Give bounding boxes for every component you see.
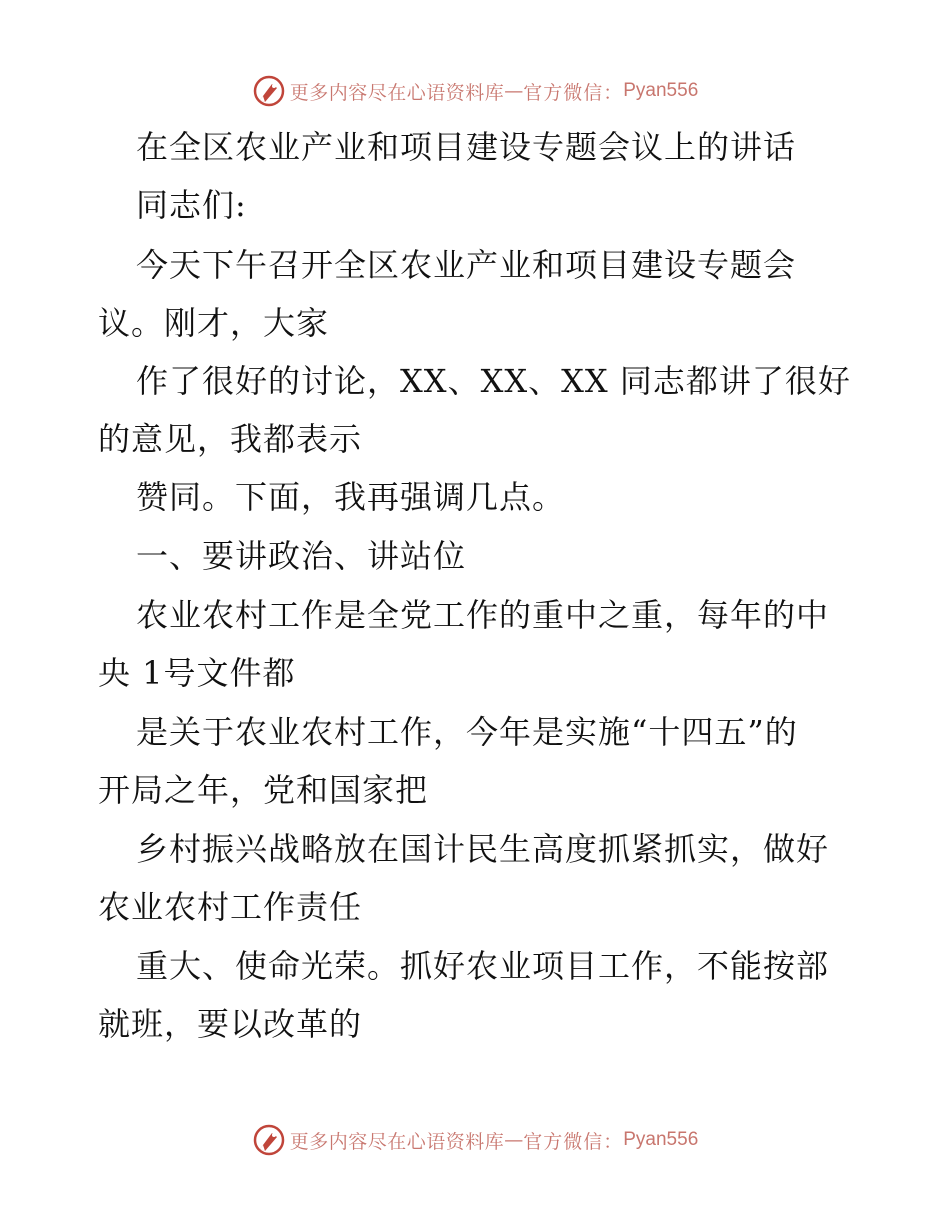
- banner-wechat-id: Pyan556: [623, 1129, 699, 1150]
- paragraph-line: 是关于农业农村工作，今年是实施“十四五”的: [136, 713, 798, 751]
- paragraph-line: 作了很好的讨论，XX、XX、XX 同志都讲了很好: [136, 362, 851, 400]
- salutation: 同志们:: [136, 186, 247, 224]
- paragraph-line: 赞同。下面，我再强调几点。: [136, 478, 566, 516]
- header-banner: [0, 71, 950, 111]
- paragraph-line: 议。刚才，大家: [98, 304, 330, 342]
- banner-separator: —: [504, 1129, 524, 1151]
- paragraph-line: 农业农村工作是全党工作的重中之重，每年的中: [136, 596, 830, 634]
- footer-banner: [0, 1120, 950, 1160]
- paragraph-line: 开局之年，党和国家把: [98, 771, 429, 809]
- banner-wechat-label: 官方微信：: [523, 1130, 624, 1153]
- banner-text: 更多内容尽在心语资料库: [289, 81, 505, 104]
- section-heading: 一、要讲政治、讲站位: [136, 537, 467, 575]
- paragraph-line: 今天下午召开全区农业产业和项目建设专题会: [136, 246, 797, 284]
- pen-logo-icon: [252, 74, 286, 108]
- paragraph-line: 乡村振兴战略放在国计民生高度抓紧抓实，做好: [136, 830, 830, 868]
- pen-logo-icon: [252, 1123, 286, 1157]
- paragraph-line: 重大、使命光荣。抓好农业项目工作，不能按部: [136, 947, 830, 985]
- paragraph-line: 的意见，我都表示: [98, 420, 363, 458]
- banner-wechat-id: Pyan556: [623, 80, 699, 101]
- paragraph-line: 就班，要以改革的: [98, 1005, 363, 1043]
- paragraph-line: 央 1号文件都: [98, 654, 296, 692]
- banner-wechat-label: 官方微信：: [523, 81, 624, 104]
- paragraph-line: 农业农村工作责任: [98, 888, 363, 926]
- document-title: 在全区农业产业和项目建设专题会议上的讲话: [136, 128, 797, 166]
- banner-text: 更多内容尽在心语资料库: [289, 1130, 505, 1153]
- banner-separator: —: [504, 80, 524, 102]
